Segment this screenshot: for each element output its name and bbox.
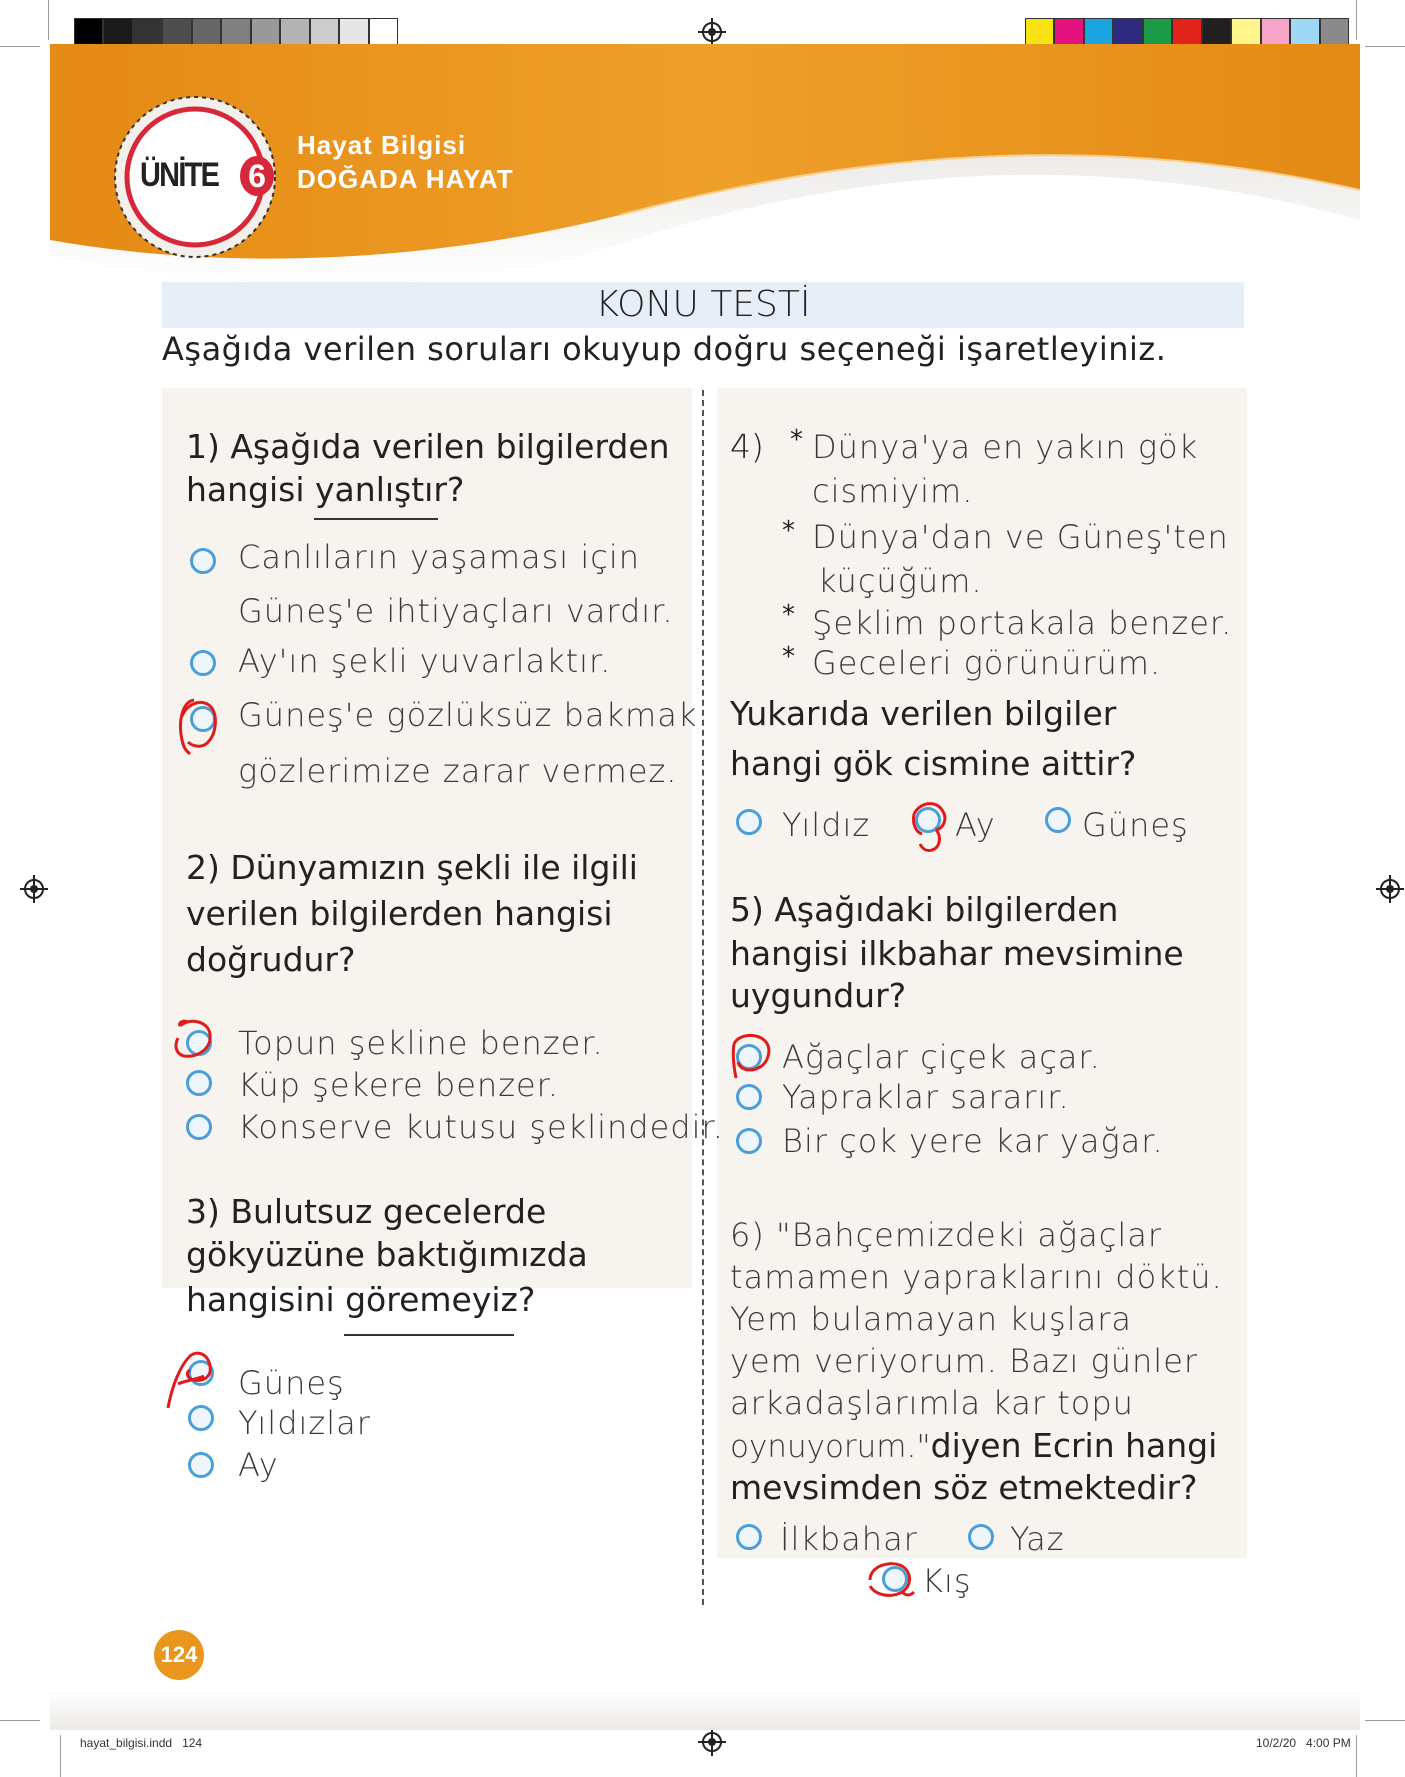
date-info: 10/2/20 4:00 PM: [1256, 1736, 1351, 1750]
q1-underline: [314, 518, 438, 520]
page-number: 124: [160, 1642, 198, 1667]
unit-label: ÜNİTE: [140, 156, 219, 194]
q3-line3: [186, 1278, 535, 1321]
q6-option-1-bubble[interactable]: [736, 1524, 762, 1550]
q5-option-2-bubble[interactable]: [736, 1084, 762, 1110]
q6-line7: mevsimden söz etmektedir?: [730, 1468, 1198, 1507]
test-instruction: Aşağıda verilen soruları okuyup doğru seçeneği işaretleyiniz.: [162, 330, 1167, 368]
q5-option-3[interactable]: Bir çok yere kar yağar.: [782, 1122, 1164, 1160]
q3-option-1[interactable]: Güneş: [238, 1364, 345, 1402]
q6-line5: arkadaşlarımla kar topu: [730, 1384, 1134, 1422]
q1-underlined-word: yanlıştır: [315, 470, 447, 509]
q2-option-2-bubble[interactable]: [186, 1070, 212, 1096]
q6-line3: Yem bulamayan kuşlara: [730, 1300, 1132, 1338]
q4-star-1: *: [790, 425, 803, 455]
q5-red-answer-mark: [724, 1028, 784, 1084]
q6-line6: [730, 1424, 1217, 1469]
q4-red-answer-mark: [906, 796, 962, 856]
crop-mark: [60, 1735, 61, 1777]
left-column-panel: [162, 388, 692, 1288]
q3-option-3-bubble[interactable]: [188, 1452, 214, 1478]
q6-option-1[interactable]: İlkbahar: [780, 1520, 918, 1558]
crop-mark: [1356, 1735, 1357, 1777]
q1-option-3-line2[interactable]: gözlerimize zarar vermez.: [238, 752, 678, 790]
q4-star-2: *: [782, 516, 795, 546]
registration-mark-icon: [24, 879, 44, 899]
q4-prompt-line1: Yukarıda verilen bilgiler: [730, 694, 1117, 733]
q1-option-3-line1[interactable]: Güneş'e gözlüksüz bakmak: [238, 696, 698, 734]
q4-star-3: *: [782, 600, 795, 630]
q6-option-2[interactable]: Yaz: [1010, 1520, 1065, 1558]
q4-option-3-bubble[interactable]: [1045, 807, 1071, 833]
q6-option-3[interactable]: Kış: [922, 1562, 972, 1600]
q3-underline: [344, 1334, 514, 1336]
q3-option-3[interactable]: Ay: [238, 1446, 279, 1484]
unit-title: DOĞADA HAYAT: [297, 164, 514, 194]
q6-line4: yem veriyorum. Bazı günler: [730, 1342, 1199, 1380]
q3-underlined-word: göremeyiz: [345, 1280, 518, 1319]
q3-line3-post: ?: [517, 1280, 536, 1319]
q3-option-2[interactable]: Yıldızlar: [238, 1404, 371, 1442]
q2-line1: 2) Dünyamızın şekli ile ilgili: [186, 848, 638, 887]
footer-shadow: [50, 1690, 1360, 1730]
q1-option-1-bubble[interactable]: [190, 548, 216, 574]
q5-line3: uygundur?: [730, 976, 907, 1015]
q3-line3-pre: hangisini: [186, 1280, 346, 1319]
q5-option-2[interactable]: Yapraklar sararır.: [782, 1078, 1070, 1116]
q2-option-3[interactable]: Konserve kutusu şeklindedir.: [238, 1108, 724, 1146]
q4-clue-4: Geceleri görünürüm.: [812, 644, 1162, 682]
q2-line2: verilen bilgilerden hangisi: [186, 894, 613, 933]
q5-line2: hangisi ilkbahar mevsimine: [730, 934, 1184, 973]
q2-red-answer-mark: [168, 1016, 228, 1066]
q1-line1: 1) Aşağıda verilen bilgilerden: [186, 427, 670, 466]
q4-option-1[interactable]: Yıldız: [782, 806, 871, 844]
q6-red-answer-mark: [860, 1556, 928, 1604]
q1-option-2[interactable]: Ay'ın şekli yuvarlaktır.: [238, 642, 612, 680]
q4-clue-1-line2: cismiyim.: [812, 472, 974, 510]
q3-line2: gökyüzüne baktığımızda: [186, 1235, 588, 1274]
q6-line2: tamamen yapraklarını döktü.: [730, 1258, 1223, 1296]
unit-number-badge: [240, 156, 274, 196]
q2-line3: doğrudur?: [186, 940, 356, 979]
q4-prompt-line2: hangi gök cismine aittir?: [730, 744, 1137, 783]
q6-option-2-bubble[interactable]: [968, 1524, 994, 1550]
q4-clue-3: Şeklim portakala benzer.: [812, 604, 1233, 642]
q2-option-3-bubble[interactable]: [186, 1114, 212, 1140]
q1-option-2-bubble[interactable]: [190, 650, 216, 676]
q4-option-2[interactable]: Ay: [955, 806, 996, 844]
q4-clue-2-line2: küçüğüm.: [818, 562, 983, 600]
q4-option-3[interactable]: Güneş: [1082, 806, 1189, 844]
q1-line2-post: ?: [446, 470, 465, 509]
q1-option-1-line1[interactable]: Canlıların yaşaması için: [238, 538, 641, 576]
q3-line1: 3) Bulutsuz gecelerde: [186, 1192, 547, 1231]
q3-option-2-bubble[interactable]: [188, 1405, 214, 1431]
q1-line2: [186, 468, 464, 511]
unit-number: 6: [248, 158, 266, 194]
crop-mark: [0, 1720, 40, 1721]
test-title: KONU TESTİ: [595, 284, 811, 325]
q1-red-answer-mark: [172, 692, 232, 758]
q2-option-2[interactable]: Küp şekere benzer.: [238, 1066, 560, 1104]
registration-mark-icon: [1380, 879, 1400, 899]
q6-quote-end: oynuyorum.": [730, 1429, 931, 1465]
q5-option-3-bubble[interactable]: [736, 1128, 762, 1154]
q1-line2-pre: hangisi: [186, 470, 316, 509]
subject-title: Hayat Bilgisi: [297, 130, 467, 160]
column-divider: [702, 390, 704, 1605]
q4-number: 4): [730, 427, 764, 466]
q4-star-4: *: [782, 642, 795, 672]
unit-badge: [112, 94, 278, 260]
q4-clue-2-line1: Dünya'dan ve Güneş'ten: [812, 518, 1229, 556]
q4-option-1-bubble[interactable]: [736, 809, 762, 835]
q2-option-1[interactable]: Topun şekline benzer.: [238, 1024, 604, 1062]
file-info: hayat_bilgisi.indd 124: [80, 1736, 203, 1750]
q5-line1: 5) Aşağıdaki bilgilerden: [730, 890, 1119, 929]
q6-line1: 6) "Bahçemizdeki ağaçlar: [730, 1216, 1162, 1254]
page-number-badge: [154, 1630, 204, 1680]
crop-mark: [1365, 1720, 1405, 1721]
q4-clue-1-line1: Dünya'ya en yakın gök: [812, 428, 1199, 466]
q6-line6-bold: diyen Ecrin hangi: [930, 1426, 1218, 1465]
q1-option-1-line2[interactable]: Güneş'e ihtiyaçları vardır.: [238, 592, 674, 630]
registration-mark-icon: [702, 1732, 722, 1752]
q5-option-1[interactable]: Ağaçlar çiçek açar.: [782, 1038, 1101, 1076]
